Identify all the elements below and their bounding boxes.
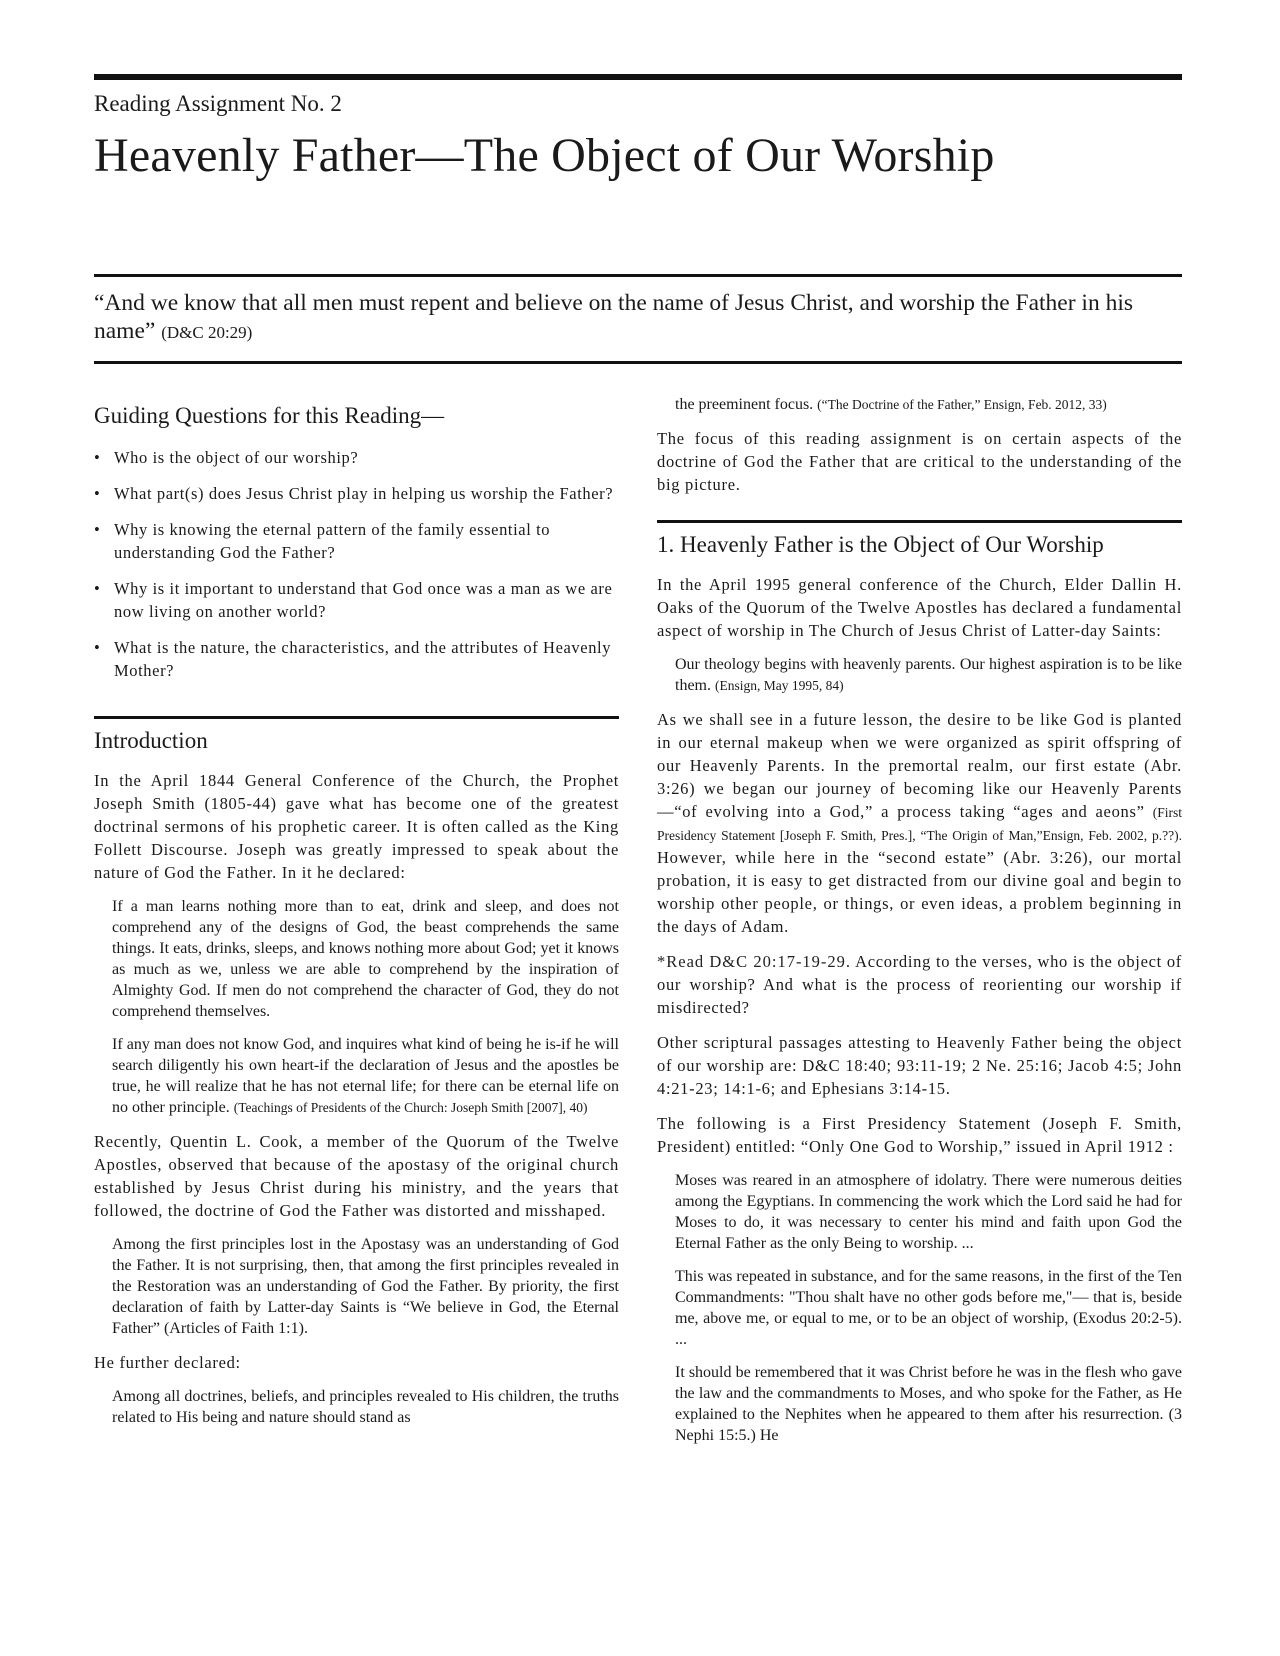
right-column: [657, 394, 1182, 1458]
bullet-icon: •: [94, 579, 101, 598]
reading-reference: *Read D&C 20:17-19-29.: [657, 952, 852, 971]
bullet-icon: •: [94, 520, 101, 539]
reading-question: According to the verses, who is the object of our worship? And what is the process of reorienting our worship if misdirected?: [657, 952, 1182, 1017]
list-item: [94, 446, 619, 469]
epigraph-rule-bottom: [94, 361, 1182, 364]
paragraph-text: However, while here in the “second estate” (Abr. 3:26), our mortal probation, it is easy to get distracted from our divine goal and begin to worship other people, or things, or even ideas, a problem beginning in the days of Adam.: [657, 848, 1182, 936]
quote-text: Our theology begins with heavenly parents. Our highest aspiration is to be like them.: [675, 656, 1182, 694]
body-paragraph: [657, 708, 1182, 938]
epigraph-text: “And we know that all men must repent and believe on the name of Jesus Christ, and worship the Father in his name”: [94, 290, 1134, 344]
epigraph: [94, 289, 1182, 347]
quote-citation: (Ensign, May 1995, 84): [715, 678, 844, 693]
question-text: What is the nature, the characteristics, and the attributes of Heavenly Mother?: [114, 638, 612, 680]
reading-prompt: [657, 950, 1182, 1019]
paragraph-text: As we shall see in a future lesson, the desire to be like God is planted in our eternal makeup when we were organized as spirit offspring of our Heavenly Parents. In the premortal realm, our first estate (Abr. 3:26) we began our journey of becoming like our Heavenly Parents—“of evolving into a God,” a process taking “ages and aeons”: [657, 710, 1182, 821]
two-column-body: [94, 396, 1182, 1458]
block-quote: Among all doctrines, beliefs, and principles revealed to His children, the truths related to His being and nature should stand as: [112, 1388, 619, 1426]
section-rule: [94, 716, 619, 719]
list-item: [94, 577, 619, 623]
epigraph-reference: (D&C 20:29): [161, 323, 253, 342]
introduction-heading: Introduction: [94, 728, 208, 753]
quote-citation: (Teachings of Presidents of the Church: Joseph Smith [2007], 40): [233, 1100, 588, 1115]
block-quote: [675, 394, 1182, 415]
guiding-questions-list: [94, 446, 619, 682]
assignment-label: Reading Assignment No. 2: [94, 91, 342, 116]
block-quote: [675, 654, 1182, 696]
section-heading: 1. Heavenly Father is the Object of Our Worship: [657, 532, 1104, 557]
section-rule: [657, 520, 1182, 523]
list-item: [94, 482, 619, 505]
list-item: [94, 636, 619, 682]
intro-paragraph: In the April 1844 General Conference of the Church, the Prophet Joseph Smith (1805-44) gave what has become one of the greatest doctrinal sermons of his prophetic career. It is often called as the King Follett Discourse. Joseph was greatly impressed to speak about the nature of God the Father. In it he declared:: [94, 771, 619, 882]
document-page: [94, 74, 1182, 1458]
block-quote: If a man learns nothing more than to eat, drink and sleep, and does not comprehend any of the designs of God, the beast comprehends the same things. It eats, drinks, sleeps, and knows nothing more about God; yet it knows as much as we, unless we are able to comprehend by the inspiration of Almighty God. If men do not comprehend the character of God, they do not comprehend themselves.: [112, 898, 619, 1020]
inline-citation: (First Presidency Statement [Joseph F. Smith, Pres.], “The Origin of Man,”Ensign, Feb. 2002, p.??).: [657, 805, 1182, 843]
question-text: What part(s) does Jesus Christ play in helping us worship the Father?: [114, 484, 614, 503]
quote-text: If any man does not know God, and inquires what kind of being he is-if he will search diligently his own heart-if the declaration of Jesus and the apostles be true, he will realize that he has not eternal life; for there can be eternal life on no other principle.: [112, 1036, 619, 1116]
block-quote: Moses was reared in an atmosphere of idolatry. There were numerous deities among the Egyptians. In commencing the work which the Lord said he had for Moses to do, it was necessary to center his mind and faith upon God the Eternal Father as the only Being to worship. ...: [675, 1172, 1182, 1252]
question-text: Why is knowing the eternal pattern of the family essential to understanding God the Father?: [114, 520, 551, 562]
bullet-icon: •: [94, 484, 101, 503]
question-text: Why is it important to understand that God once was a man as we are now living on another world?: [114, 579, 613, 621]
block-quote: This was repeated in substance, and for the same reasons, in the first of the Ten Commandments: "Thou shalt have no other gods before me,"— that is, beside me, above me, or equal to me, or to be an object of worship, (Exodus 20:2-5). ...: [675, 1268, 1182, 1348]
body-paragraph: Recently, Quentin L. Cook, a member of the Quorum of the Twelve Apostles, observed that because of the apostasy of the original church established by Jesus Christ during his ministry, and the years that followed, the doctrine of God the Father was distorted and misshaped.: [94, 1132, 619, 1220]
body-paragraph: In the April 1995 general conference of the Church, Elder Dallin H. Oaks of the Quorum of the Twelve Apostles has declared a fundamental aspect of worship in The Church of Jesus Christ of Latter-day Saints:: [657, 575, 1182, 640]
list-item: [94, 518, 619, 564]
quote-citation: (“The Doctrine of the Father,” Ensign, Feb. 2012, 33): [817, 397, 1107, 412]
bullet-icon: •: [94, 638, 101, 657]
quote-text: the preeminent focus.: [675, 396, 814, 413]
left-column: [94, 402, 619, 1458]
block-quote: [112, 1034, 619, 1118]
body-paragraph: He further declared:: [94, 1353, 241, 1372]
body-paragraph: Other scriptural passages attesting to Heavenly Father being the object of our worship are: D&C 18:40; 93:11-19; 2 Ne. 25:16; Jacob 4:5; John 4:21-23; 14:1-6; and Ephesians 3:14-15.: [657, 1033, 1182, 1098]
body-paragraph: The focus of this reading assignment is on certain aspects of the doctrine of God the Father that are critical to the understanding of the big picture.: [657, 429, 1182, 494]
page-title: Heavenly Father—The Object of Our Worship: [94, 129, 995, 182]
question-text: Who is the object of our worship?: [114, 448, 359, 467]
body-paragraph: The following is a First Presidency Statement (Joseph F. Smith, President) entitled: “Only One God to Worship,” issued in April 1912 :: [657, 1114, 1182, 1156]
block-quote: Among the first principles lost in the Apostasy was an understanding of God the Father. It is not surprising, then, that among the first principles revealed in the Restoration was an understanding of God the Father. By priority, the first declaration of faith by Latter-day Saints is “We believe in God, the Eternal Father” (Articles of Faith 1:1).: [112, 1236, 619, 1337]
top-rule: [94, 74, 1182, 80]
bullet-icon: •: [94, 448, 101, 467]
block-quote: It should be remembered that it was Christ before he was in the flesh who gave the law and the commandments to Moses, and who spoke for the Father, as He explained to the Nephites when he appeared to them after his resurrection. (3 Nephi 15:5.) He: [675, 1364, 1182, 1444]
epigraph-rule-top: [94, 274, 1182, 277]
guiding-questions-heading: Guiding Questions for this Reading—: [94, 403, 445, 428]
